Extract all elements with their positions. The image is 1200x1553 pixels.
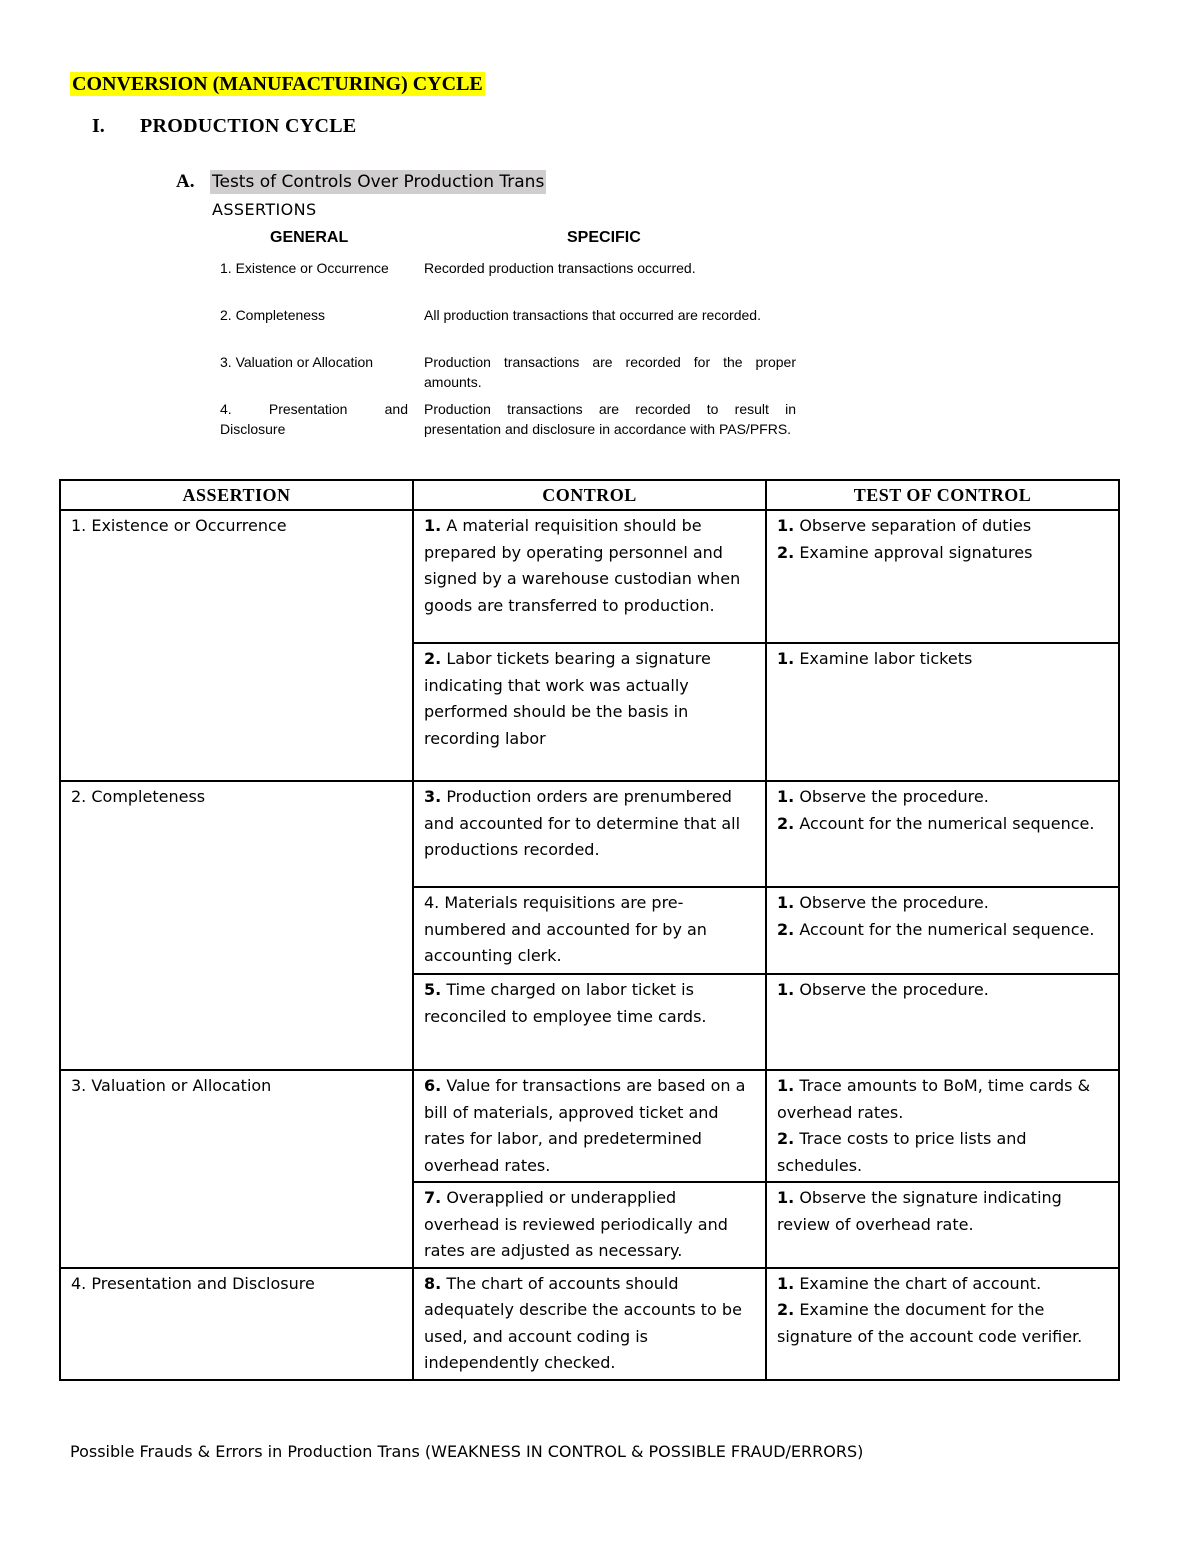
subsection-title: Tests of Controls Over Production Trans xyxy=(212,172,545,192)
test-text: Examine labor tickets xyxy=(799,649,973,668)
footer-heading: Possible Frauds & Errors in Production Trans (WEAKNESS IN CONTROL & POSSIBLE FRAUD/ERRORS) xyxy=(70,1442,864,1461)
document-title: CONVERSION (MANUFACTURING) CYCLE xyxy=(72,73,483,95)
table-row xyxy=(60,1070,1119,1182)
general-assertion-2: 2. Completeness xyxy=(220,307,326,323)
control-text: Value for transactions are based on a bill of materials, approved ticket and rates for labor, and predetermined overhead rates. xyxy=(424,1076,746,1175)
control-text: Materials requisitions are pre-numbered and accounted for by an accounting clerk. xyxy=(424,893,707,965)
test-cell xyxy=(766,781,1119,887)
control-cell xyxy=(413,1182,766,1268)
control-number: 1. xyxy=(424,516,442,535)
specific-assertion-3: Production transactions are recorded for the proper amounts. xyxy=(424,354,796,390)
test-text: Examine approval signatures xyxy=(799,542,1033,562)
test-text: Trace costs to price lists and schedules. xyxy=(777,1129,1027,1175)
table-row xyxy=(60,781,1119,887)
control-text: The chart of accounts should adequately describe the accounts to be used, and account coding is independently checked. xyxy=(424,1273,742,1372)
control-cell xyxy=(413,643,766,781)
control-text: A material requisition should be prepared by operating personnel and signed by a warehouse custodian when goods are transferred to production. xyxy=(424,516,741,615)
control-text: Time charged on labor ticket is reconciled to employee time cards. xyxy=(424,980,707,1026)
test-number: 1. xyxy=(777,1273,795,1293)
control-cell xyxy=(413,1268,766,1380)
control-cell xyxy=(413,1070,766,1182)
control-number: 4. xyxy=(424,893,440,912)
control-cell xyxy=(413,510,766,643)
control-number: 2. xyxy=(424,649,442,668)
test-of-control-column-header: TEST OF CONTROL xyxy=(766,480,1119,510)
test-text: Observe the signature indicating review of overhead rate. xyxy=(777,1188,1062,1234)
test-cell xyxy=(766,974,1119,1070)
specific-assertion-2: All production transactions that occurred are recorded. xyxy=(424,307,761,323)
general-assertion-1: 1. Existence or Occurrence xyxy=(220,260,389,276)
control-number: 6. xyxy=(424,1076,442,1095)
test-text: Examine the chart of account. xyxy=(799,1273,1042,1293)
test-cell xyxy=(766,887,1119,974)
test-cell xyxy=(766,510,1119,643)
test-number: 1. xyxy=(777,787,795,806)
table-row xyxy=(60,510,1119,643)
controls-table xyxy=(59,479,1120,1381)
assertion-cell: 3. Valuation or Allocation xyxy=(60,1070,413,1268)
control-cell xyxy=(413,974,766,1070)
test-number: 1. xyxy=(777,980,795,999)
table-header-row xyxy=(60,480,1119,510)
test-number: 1. xyxy=(777,649,795,668)
test-text: Account for the numerical sequence. xyxy=(799,813,1095,833)
specific-assertion-4: Production transactions are recorded to result in presentation and disclosure in accordance with PAS/PFRS. xyxy=(424,401,796,437)
test-number: 2. xyxy=(777,813,795,833)
general-assertion-4: 4. Presentation and Disclosure xyxy=(220,401,408,437)
test-text: Examine the document for the signature of the account code verifier. xyxy=(777,1300,1083,1346)
test-cell xyxy=(766,1182,1119,1268)
control-text: Overapplied or underapplied overhead is reviewed periodically and rates are adjusted as necessary. xyxy=(424,1188,728,1260)
section-number: I. xyxy=(92,115,105,137)
test-text: Observe the procedure. xyxy=(799,980,989,999)
test-cell xyxy=(766,643,1119,781)
assertion-cell: 1. Existence or Occurrence xyxy=(60,510,413,781)
test-number: 2. xyxy=(777,542,795,562)
control-number: 7. xyxy=(424,1188,442,1207)
test-number: 2. xyxy=(777,1129,795,1148)
test-number: 1. xyxy=(777,516,795,535)
test-text: Observe the procedure. xyxy=(799,893,989,912)
test-number: 1. xyxy=(777,893,795,912)
control-number: 3. xyxy=(424,787,442,806)
control-cell xyxy=(413,781,766,887)
specific-assertion-1: Recorded production transactions occurred. xyxy=(424,260,696,276)
test-text: Trace amounts to BoM, time cards & overhead rates. xyxy=(777,1076,1091,1122)
table-row xyxy=(60,1268,1119,1380)
test-number: 2. xyxy=(777,1300,795,1319)
assertions-label: ASSERTIONS xyxy=(212,200,317,219)
general-assertion-3: 3. Valuation or Allocation xyxy=(220,354,374,370)
test-text: Observe separation of duties xyxy=(799,516,1032,535)
subsection-number: A. xyxy=(176,171,195,192)
assertion-cell: 4. Presentation and Disclosure xyxy=(60,1268,413,1380)
test-number: 2. xyxy=(777,919,795,939)
control-text: Production orders are prenumbered and accounted for to determine that all productions recorded. xyxy=(424,787,741,859)
test-number: 1. xyxy=(777,1076,795,1095)
assertion-column-header: ASSERTION xyxy=(60,480,413,510)
assertion-cell: 2. Completeness xyxy=(60,781,413,1070)
specific-header: SPECIFIC xyxy=(567,229,641,246)
control-text: Labor tickets bearing a signature indicating that work was actually performed should be the basis in recording labor xyxy=(424,649,711,748)
control-cell xyxy=(413,887,766,974)
control-number: 5. xyxy=(424,980,442,999)
control-column-header: CONTROL xyxy=(413,480,766,510)
test-cell xyxy=(766,1268,1119,1380)
control-number: 8. xyxy=(424,1273,442,1293)
general-header: GENERAL xyxy=(270,229,349,246)
test-cell xyxy=(766,1070,1119,1182)
test-text: Observe the procedure. xyxy=(799,787,989,806)
test-number: 1. xyxy=(777,1188,795,1207)
test-text: Account for the numerical sequence. xyxy=(799,919,1095,939)
section-title: PRODUCTION CYCLE xyxy=(140,115,357,137)
